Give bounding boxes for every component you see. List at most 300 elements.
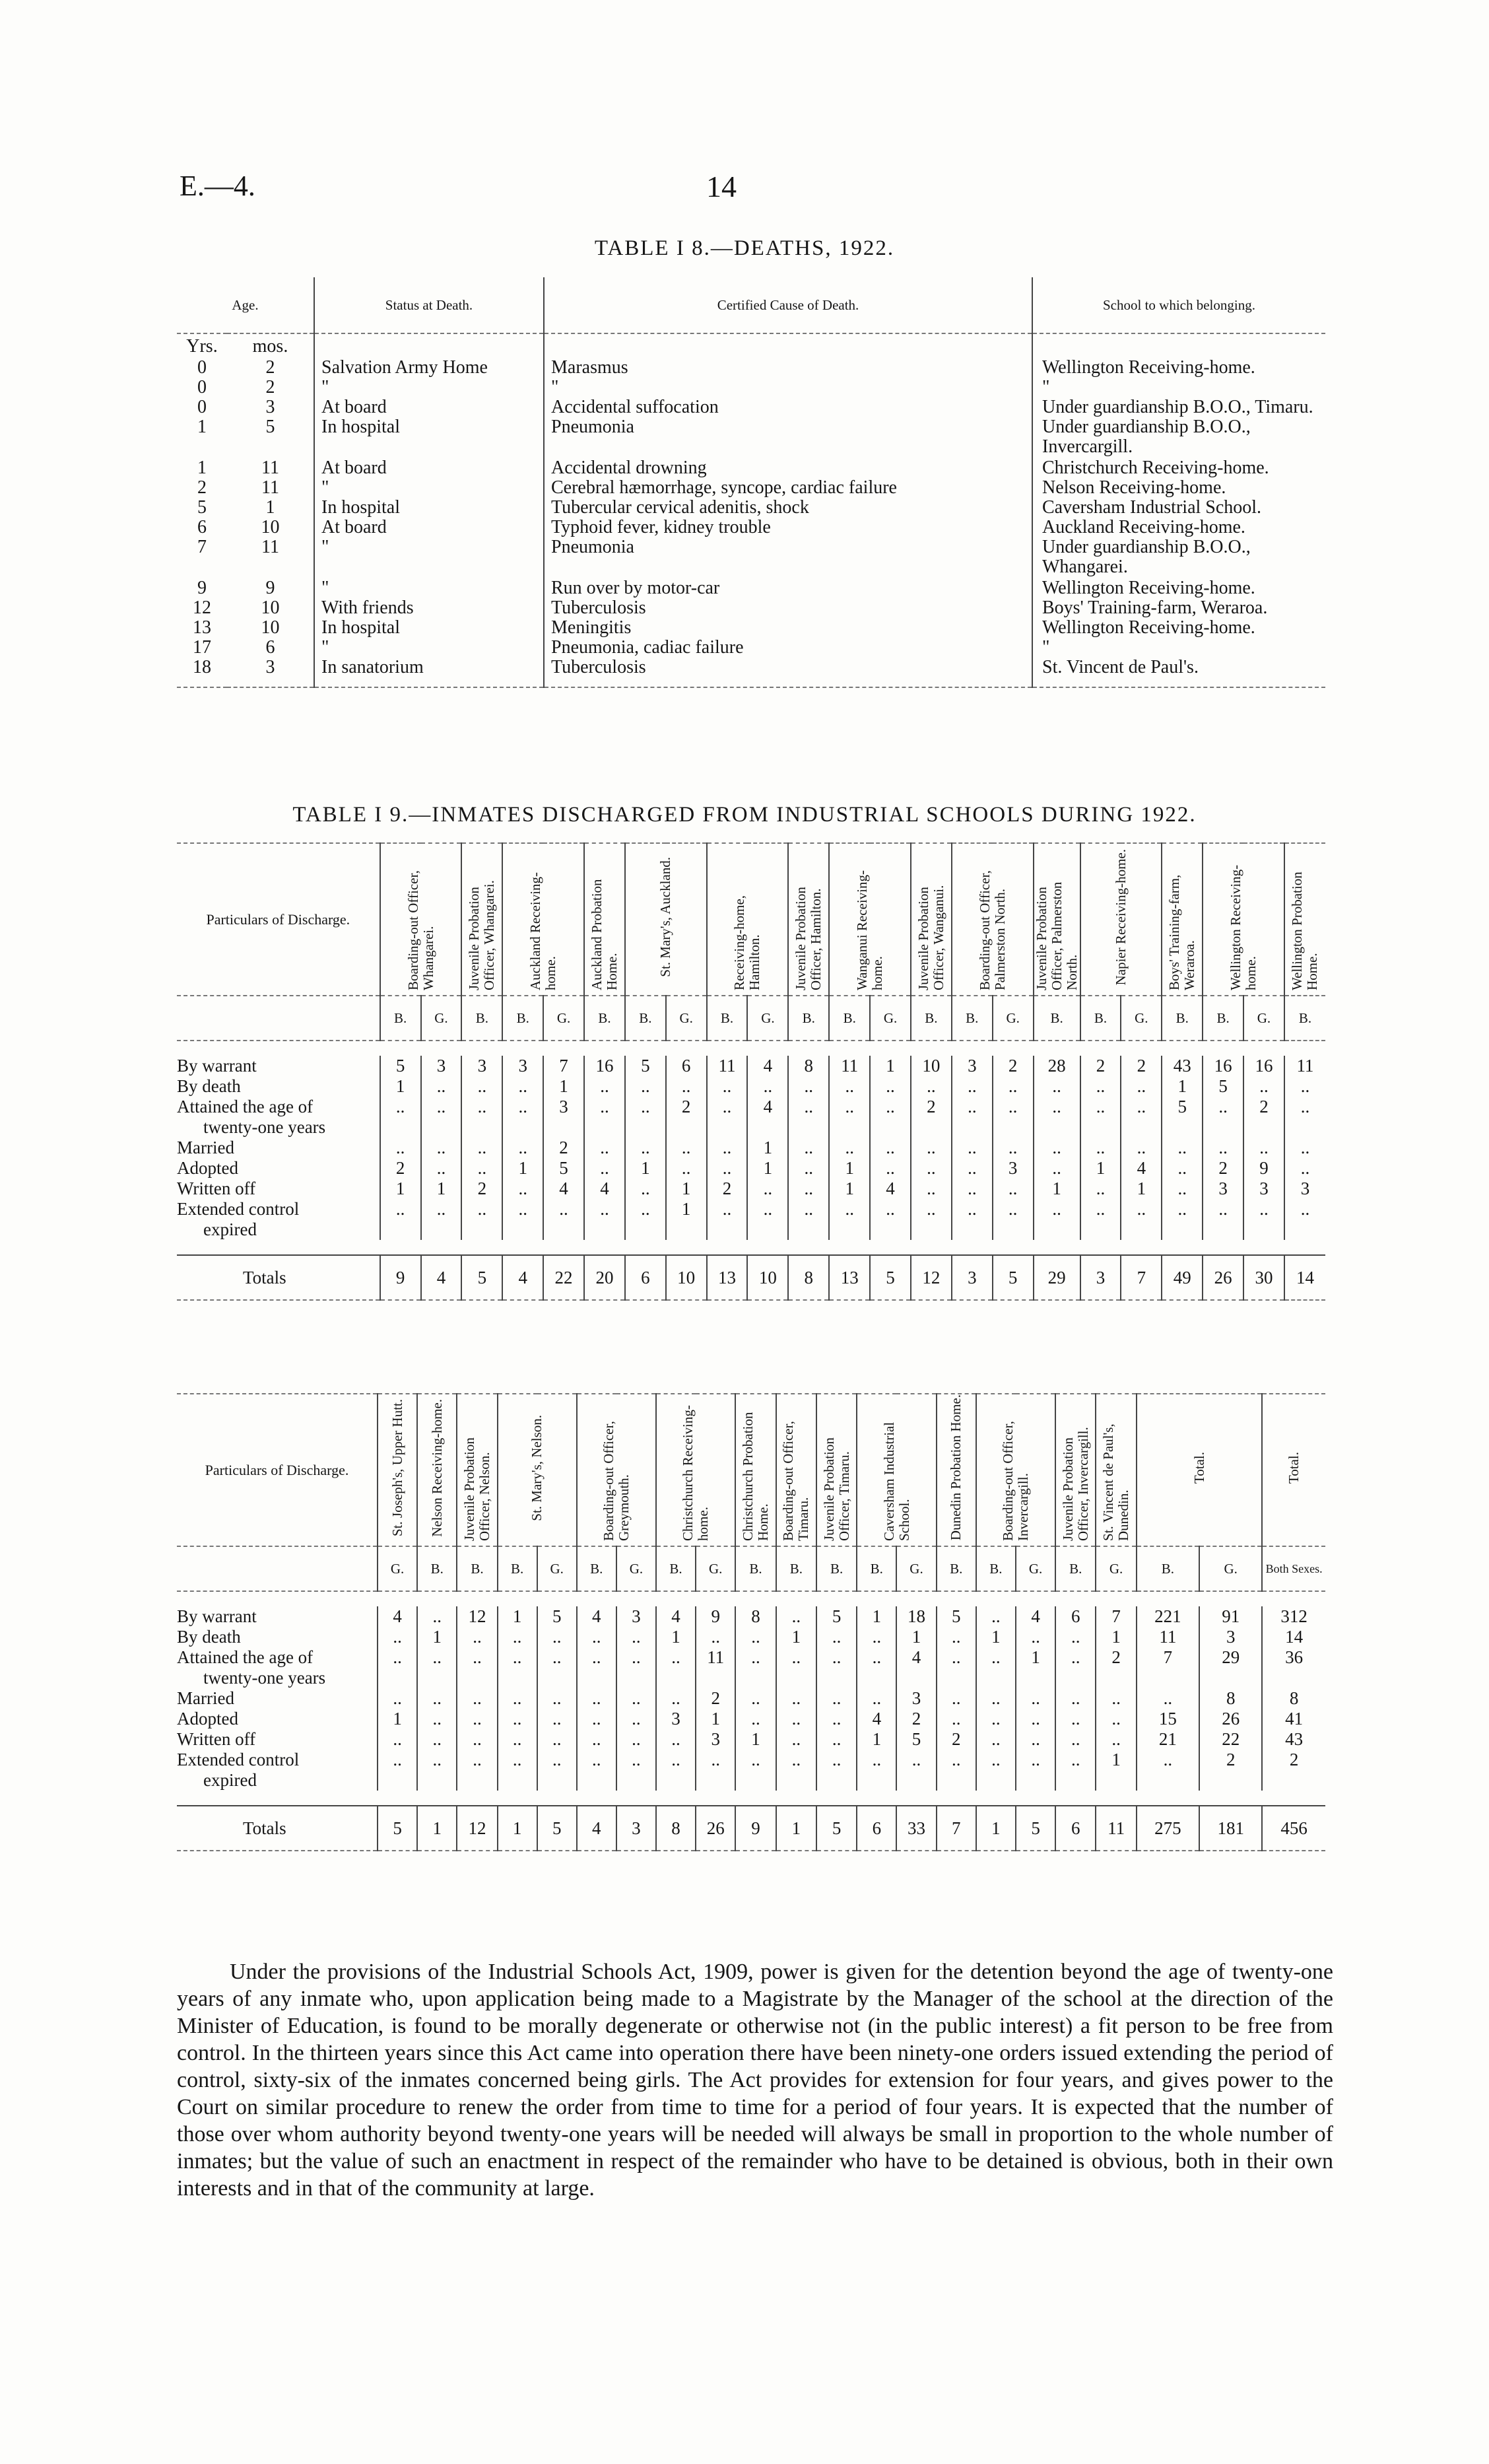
page-number: 14 (706, 170, 737, 203)
blank-cell (857, 1770, 896, 1791)
school-name: Juvenile Probation Officer, Palmerston North. (1033, 881, 1080, 990)
total-value: 5 (870, 1255, 911, 1300)
blank-cell (461, 1219, 502, 1240)
discharge-value: .. (616, 1709, 656, 1729)
discharge-value: .. (788, 1179, 829, 1199)
sex-subheader: G. (543, 996, 584, 1041)
sex-subheader: B. (735, 1546, 776, 1591)
discharge-value: .. (421, 1158, 462, 1179)
discharge-value: 3 (696, 1729, 735, 1750)
school-name: St. Joseph's, Upper Hutt. (389, 1399, 405, 1536)
discharge-value: 10 (911, 1056, 952, 1076)
school-belonging: Auckland Receiving-home. (1032, 518, 1325, 537)
discharge-value: 16 (1203, 1056, 1243, 1076)
discharge-value: .. (1055, 1750, 1096, 1770)
school-name: Total. (1191, 1451, 1207, 1484)
school-name: St. Vincent de Paul's, Dunedin. (1100, 1423, 1132, 1541)
total-value: 1 (417, 1806, 457, 1851)
total-value: 6 (1055, 1806, 1096, 1851)
discharge-row (177, 1076, 1325, 1097)
discharge-value: 3 (543, 1097, 584, 1117)
discharge-value: 8 (1199, 1688, 1262, 1709)
discharge-value: .. (696, 1627, 735, 1647)
blank-cell (1203, 1219, 1243, 1240)
discharge-value: .. (457, 1627, 497, 1647)
discharge-value: .. (656, 1647, 696, 1668)
status-at-death: " (314, 578, 544, 598)
blank-cell (1096, 1668, 1136, 1688)
discharge-value: 1 (417, 1627, 457, 1647)
sex-subheader: B. (417, 1546, 457, 1591)
school-name: Juvenile Probation Officer, Nelson. (461, 1437, 493, 1541)
discharge-value: 1 (380, 1179, 421, 1199)
age-months: 10 (261, 617, 280, 638)
status-at-death: With friends (314, 598, 544, 618)
cause-of-death: " (544, 378, 1032, 397)
blank-cell (976, 1770, 1016, 1791)
discharge-value: 1 (747, 1158, 788, 1179)
discharge-row (177, 1627, 1325, 1647)
sex-subheader: G. (896, 1546, 936, 1591)
discharge-value: .. (976, 1647, 1016, 1668)
sex-subheader: G. (747, 996, 788, 1041)
row-label: twenty-one years (203, 1117, 326, 1137)
blank-cell (584, 1219, 625, 1240)
age-years: 0 (197, 397, 207, 417)
school-name: Boarding-out Officer, Timaru. (780, 1421, 812, 1541)
blank-cell (816, 1770, 857, 1791)
total-value: 4 (421, 1255, 462, 1300)
blank-cell (896, 1770, 936, 1791)
discharge-value: .. (776, 1709, 816, 1729)
total-value: 5 (993, 1255, 1034, 1300)
discharge-value: 312 (1262, 1606, 1325, 1627)
blank-cell (976, 1668, 1016, 1688)
discharge-value: .. (829, 1076, 870, 1097)
school-belonging: Under guardianship B.O.O., Invercargill. (1032, 417, 1325, 458)
discharge-value: .. (577, 1709, 616, 1729)
discharge-value: 1 (829, 1179, 870, 1199)
discharge-value: 1 (666, 1179, 707, 1199)
blank-cell (177, 1041, 1325, 1056)
school-column-header (1055, 1394, 1096, 1546)
totals-row (177, 1255, 1325, 1300)
discharge-value: .. (656, 1750, 696, 1770)
discharge-row (177, 1199, 1325, 1219)
discharge-value: .. (735, 1647, 776, 1668)
blank-cell (829, 1117, 870, 1138)
sex-subheader: B. (625, 996, 666, 1041)
discharge-value: .. (911, 1138, 952, 1158)
discharge-value: 3 (616, 1606, 656, 1627)
blank-cell (177, 996, 380, 1041)
discharge-value: 1 (1034, 1179, 1080, 1199)
blank-cell (857, 1668, 896, 1688)
school-belonging: Christchurch Receiving-home. (1032, 458, 1325, 478)
discharge-value: 4 (747, 1056, 788, 1076)
total-value: 1 (498, 1806, 537, 1851)
age-years: 5 (197, 497, 207, 518)
total-value: 1 (776, 1806, 816, 1851)
discharge-value: 2 (1243, 1097, 1284, 1117)
blank-cell (870, 1219, 911, 1240)
months-unit: mos. (252, 336, 288, 357)
spacer-row (177, 1240, 1325, 1255)
discharge-value: 11 (1284, 1056, 1325, 1076)
sex-subheader: G. (993, 996, 1034, 1041)
total-value: 5 (1016, 1806, 1055, 1851)
sex-subheader: G. (1199, 1546, 1262, 1591)
age-years: 0 (197, 357, 207, 378)
row-label: Attained the age of (177, 1647, 314, 1667)
blank-cell (911, 1117, 952, 1138)
cause-of-death: Tubercular cervical adenitis, shock (544, 498, 1032, 518)
total-value: 10 (666, 1255, 707, 1300)
blank-cell (502, 1219, 543, 1240)
discharge-value: .. (816, 1729, 857, 1750)
age-years: 9 (197, 578, 207, 598)
discharge-value: .. (666, 1158, 707, 1179)
discharge-value: .. (976, 1709, 1016, 1729)
discharge-value: .. (776, 1647, 816, 1668)
school-name: Christchurch Receiving-home. (680, 1405, 711, 1541)
discharge-value: .. (1162, 1179, 1203, 1199)
school-belonging: Wellington Receiving-home. (1032, 618, 1325, 638)
discharge-value: .. (1284, 1076, 1325, 1097)
discharge-value: .. (1243, 1076, 1284, 1097)
discharge-value: .. (937, 1627, 976, 1647)
sex-subheader: B. (502, 996, 543, 1041)
sex-subheader: B. (937, 1546, 976, 1591)
discharge-value: .. (461, 1158, 502, 1179)
discharge-value: 3 (656, 1709, 696, 1729)
discharge-value: 2 (696, 1688, 735, 1709)
blank-cell (625, 1117, 666, 1138)
discharge-value: .. (457, 1750, 497, 1770)
discharge-value: .. (461, 1097, 502, 1117)
discharge-value: .. (577, 1688, 616, 1709)
blank-cell (747, 1117, 788, 1138)
total-value: 8 (656, 1806, 696, 1851)
sex-subheader: B. (1080, 996, 1121, 1041)
discharge-value: .. (1016, 1709, 1055, 1729)
status-header: Status at Death. (314, 277, 544, 333)
school-column-header (417, 1394, 457, 1546)
discharge-value: .. (829, 1097, 870, 1117)
discharge-value: .. (378, 1750, 417, 1770)
discharge-value: 6 (666, 1056, 707, 1076)
row-label: Married (177, 1688, 234, 1708)
discharge-value: 2 (1080, 1056, 1121, 1076)
blank-cell (776, 1770, 816, 1791)
discharge-value: .. (616, 1688, 656, 1709)
discharge-value: .. (952, 1179, 993, 1199)
discharge-value: 29 (1199, 1647, 1262, 1668)
discharge-value: .. (937, 1688, 976, 1709)
sex-subheader: B. (776, 1546, 816, 1591)
sex-subheader: G. (537, 1546, 577, 1591)
age-years: 0 (197, 377, 207, 397)
status-at-death: " (314, 478, 544, 498)
total-value: 456 (1262, 1806, 1325, 1851)
discharge-value: .. (1055, 1729, 1096, 1750)
discharge-value: .. (857, 1627, 896, 1647)
discharge-value: .. (870, 1199, 911, 1219)
blank-cell (177, 1591, 1325, 1606)
death-row (177, 578, 1325, 598)
discharge-value: .. (1284, 1138, 1325, 1158)
spacer-row (177, 1041, 1325, 1056)
discharge-value: 8 (735, 1606, 776, 1627)
age-years: 17 (193, 637, 211, 658)
death-row (177, 598, 1325, 618)
discharge-value: .. (502, 1199, 543, 1219)
sex-subheader: B. (816, 1546, 857, 1591)
discharge-value: 43 (1162, 1056, 1203, 1076)
discharge-value: .. (666, 1076, 707, 1097)
discharge-value: .. (870, 1158, 911, 1179)
discharge-value: .. (378, 1688, 417, 1709)
discharge-row (177, 1647, 1325, 1668)
school-belonging: Boys' Training-farm, Weraroa. (1032, 598, 1325, 618)
total-value: 6 (625, 1255, 666, 1300)
discharge-value: 2 (543, 1138, 584, 1158)
school-name: Wellington Probation Home. (1289, 872, 1321, 990)
cause-of-death: Run over by motor-car (544, 578, 1032, 598)
blank-cell (1243, 1219, 1284, 1240)
blank-cell (177, 1546, 378, 1591)
school-name: Caversham Industrial School. (880, 1421, 912, 1541)
total-value: 11 (1096, 1806, 1136, 1851)
sex-subheader: B. (656, 1546, 696, 1591)
school-belonging: " (1032, 378, 1325, 397)
school-column-header (380, 843, 462, 996)
school-column-header (577, 1394, 656, 1546)
discharge-value: .. (417, 1606, 457, 1627)
blank-cell (421, 1117, 462, 1138)
death-row (177, 358, 1325, 378)
discharge-value: 26 (1199, 1709, 1262, 1729)
school-header: School to which belonging. (1032, 277, 1325, 333)
discharge-value: 1 (1096, 1750, 1136, 1770)
blank-cell (1080, 1219, 1121, 1240)
discharge-value: .. (543, 1199, 584, 1219)
school-column-header (378, 1394, 417, 1546)
school-name: Boarding-out Officer, Greymouth. (600, 1421, 632, 1541)
school-column-header (816, 1394, 857, 1546)
blank-cell (735, 1770, 776, 1791)
discharge-value: 91 (1199, 1606, 1262, 1627)
total-value: 49 (1162, 1255, 1203, 1300)
row-label: By warrant (177, 1056, 257, 1076)
discharge-value: 21 (1137, 1729, 1199, 1750)
blank-cell (788, 1219, 829, 1240)
totals-label: Totals (177, 1806, 378, 1851)
discharge-value: .. (502, 1138, 543, 1158)
total-value: 20 (584, 1255, 625, 1300)
sex-subheader: B. (380, 996, 421, 1041)
discharge-value: 1 (1096, 1627, 1136, 1647)
cause-of-death: Cerebral hæmorrhage, syncope, cardiac failure (544, 478, 1032, 498)
discharge-value: 5 (380, 1056, 421, 1076)
discharge-value: 3 (1243, 1179, 1284, 1199)
discharge-value: .. (707, 1138, 748, 1158)
blank-cell (537, 1668, 577, 1688)
discharge-value: .. (502, 1097, 543, 1117)
blank-cell (666, 1117, 707, 1138)
discharge-value: .. (952, 1138, 993, 1158)
blank-cell (421, 1219, 462, 1240)
blank-cell (498, 1668, 537, 1688)
sex-subheader: B. (952, 996, 993, 1041)
discharge-value: .. (457, 1688, 497, 1709)
discharge-value: .. (577, 1750, 616, 1770)
school-name: Auckland Receiving-home. (527, 872, 559, 990)
discharge-value: .. (976, 1750, 1016, 1770)
school-column-header (1262, 1394, 1325, 1546)
blank-cell (1262, 1770, 1325, 1791)
discharge-value: .. (937, 1750, 976, 1770)
blank-cell (616, 1770, 656, 1791)
discharge-value: .. (1121, 1076, 1162, 1097)
discharge-value: .. (1121, 1138, 1162, 1158)
school-belonging: Under guardianship B.O.O., Whangarei. (1032, 537, 1325, 578)
discharge-value: .. (776, 1688, 816, 1709)
discharge-value: .. (976, 1606, 1016, 1627)
discharge-value: 3 (896, 1688, 936, 1709)
spacer-row (177, 1791, 1325, 1806)
age-years: 12 (193, 598, 211, 618)
blank-cell (1034, 1117, 1080, 1138)
discharge-value: .. (952, 1076, 993, 1097)
discharge-value: 2 (1199, 1750, 1262, 1770)
discharge-value: .. (829, 1199, 870, 1219)
discharge-value: 2 (1121, 1056, 1162, 1076)
status-at-death: In hospital (314, 618, 544, 638)
discharge-value: .. (788, 1097, 829, 1117)
cause-of-death: Tuberculosis (544, 598, 1032, 618)
row-label: Extended control (177, 1199, 300, 1219)
blank-cell (457, 1770, 497, 1791)
blank-cell (1284, 1117, 1325, 1138)
blank-cell (1243, 1117, 1284, 1138)
age-years: 13 (193, 617, 211, 638)
cause-of-death: Marasmus (544, 358, 1032, 378)
school-column-header (1284, 843, 1325, 996)
discharge-value: .. (952, 1097, 993, 1117)
blank-cell (1262, 1668, 1325, 1688)
age-months: 11 (261, 458, 279, 478)
discharge-value: .. (1096, 1729, 1136, 1750)
age-months: 3 (227, 658, 314, 687)
discharge-value: .. (1080, 1179, 1121, 1199)
discharge-value: 1 (380, 1076, 421, 1097)
discharge-value: .. (1080, 1138, 1121, 1158)
total-value: 275 (1137, 1806, 1199, 1851)
school-name: Boarding-out Officer, Whangarei. (405, 870, 436, 990)
school-column-header (498, 1394, 577, 1546)
status-at-death: At board (314, 518, 544, 537)
discharge-value: 5 (896, 1729, 936, 1750)
discharge-value: .. (577, 1627, 616, 1647)
status-at-death: In sanatorium (314, 658, 544, 687)
discharge-value: .. (537, 1750, 577, 1770)
school-name: Juvenile Probation Officer, Timaru. (820, 1437, 852, 1541)
blank-cell (816, 1668, 857, 1688)
total-value: 3 (952, 1255, 993, 1300)
discharge-value: 41 (1262, 1709, 1325, 1729)
body-paragraph: Under the provisions of the Industrial Schools Act, 1909, power is given for the detention beyond the age of twenty-one years of any inmate who, upon application being made to a Magistrate by the Manager of the school at the direction of the Minister of Education, is found to be morally degenerate or otherwise not (in the public interest) a fit person to be free from control. In the thirteen years since this Act came into operation there have been ninety-one orders issued extending the period of control, sixty-six of the inmates concerned being girls. The Act provides for extension for four years, and gives power to the Court on similar procedure to renew the order from time to time for a period of four years. It is expected that the number of those over whom authority beyond twenty-one years will be needed will always be small in proportion to the whole number of inmates; but the value of such an enactment in respect of the remainder who have to be detained is obvious, both in their own interests and in that of the community at large. (177, 1960, 1333, 2201)
discharge-value: 2 (380, 1158, 421, 1179)
blank-cell (829, 1219, 870, 1240)
discharge-value: .. (498, 1750, 537, 1770)
cause-of-death: Meningitis (544, 618, 1032, 638)
total-value: 1 (976, 1806, 1016, 1851)
discharge-value: 2 (1262, 1750, 1325, 1770)
total-value: 181 (1199, 1806, 1262, 1851)
blank-cell (707, 1117, 748, 1138)
blank-cell (1121, 1219, 1162, 1240)
discharge-value: .. (378, 1627, 417, 1647)
discharge-value: 8 (1262, 1688, 1325, 1709)
discharge-value: 43 (1262, 1729, 1325, 1750)
discharge-value: .. (816, 1627, 857, 1647)
blank-cell (1162, 1117, 1203, 1138)
discharge-value: 4 (870, 1179, 911, 1199)
discharge-value: .. (577, 1647, 616, 1668)
discharge-value: 1 (498, 1606, 537, 1627)
blank-cell (625, 1219, 666, 1240)
cause-of-death: Pneumonia, cadiac failure (544, 638, 1032, 658)
discharge-row-continuation (177, 1219, 1325, 1240)
sex-subheader: B. (829, 996, 870, 1041)
discharge-value: .. (1016, 1750, 1055, 1770)
sex-subheader: G. (666, 996, 707, 1041)
blank-cell (1137, 1668, 1199, 1688)
blank-cell (461, 1117, 502, 1138)
sex-subheader: G. (696, 1546, 735, 1591)
school-name: Juvenile Probation Officer, Wanganui. (915, 885, 946, 990)
discharge-row (177, 1606, 1325, 1627)
discharge-row-continuation (177, 1117, 1325, 1138)
discharge-value: 5 (625, 1056, 666, 1076)
discharge-value: .. (735, 1750, 776, 1770)
discharge-value: 3 (1203, 1179, 1243, 1199)
sex-subheader: B. (1137, 1546, 1199, 1591)
discharge-value: .. (380, 1199, 421, 1219)
discharge-value: 22 (1199, 1729, 1262, 1750)
school-name: Total. (1286, 1451, 1302, 1484)
blank-cell (1096, 1770, 1136, 1791)
discharge-row (177, 1688, 1325, 1709)
school-column-header (1080, 843, 1162, 996)
discharge-value: .. (1121, 1097, 1162, 1117)
discharge-value: .. (1243, 1199, 1284, 1219)
discharge-value: .. (937, 1709, 976, 1729)
blank-cell (417, 1668, 457, 1688)
discharge-value: 5 (1162, 1097, 1203, 1117)
age-months: 11 (261, 537, 279, 557)
discharge-value: 1 (696, 1709, 735, 1729)
total-value: 13 (707, 1255, 748, 1300)
discharge-value: 1 (1121, 1179, 1162, 1199)
school-name: Wellington Receiving-home. (1228, 864, 1259, 990)
discharge-value: 9 (696, 1606, 735, 1627)
row-label: By warrant (177, 1606, 257, 1626)
discharge-row (177, 1056, 1325, 1076)
discharge-value: 1 (625, 1158, 666, 1179)
particulars-header: Particulars of Discharge. (177, 1394, 378, 1546)
